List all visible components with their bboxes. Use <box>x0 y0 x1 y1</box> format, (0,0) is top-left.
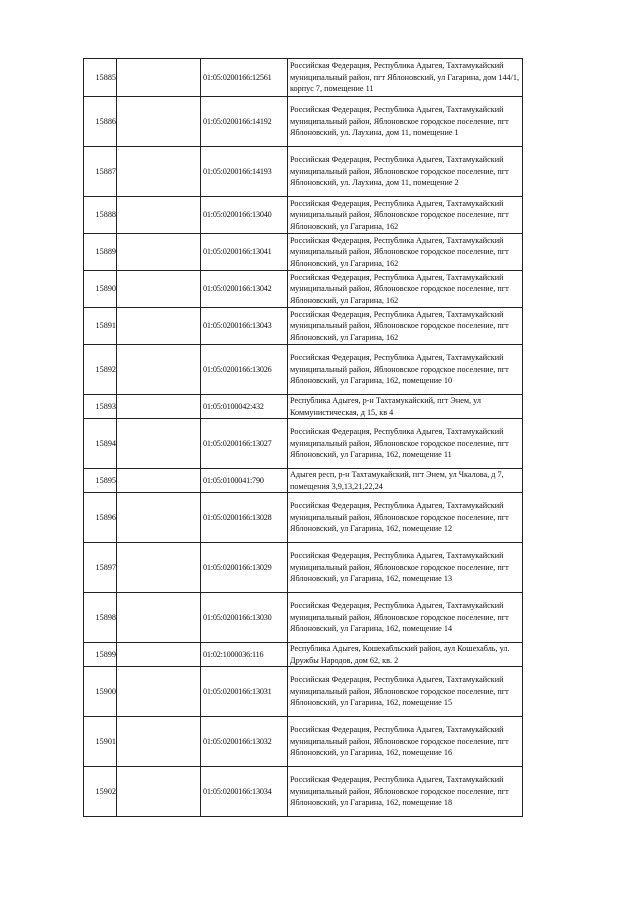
address-cell: Российская Федерация, Республика Адыгея, Тахтамукайский муниципальный район, Яблоновское городское поселение, пгт Яблоновский, ул Гагарина, 162, помещение 18 <box>288 767 523 817</box>
address-cell: Российская Федерация, Республика Адыгея, Тахтамукайский муниципальный район, пгт Яблоновский, ул Гагарина, дом 144/1, корпус 7, помещение 11 <box>288 59 523 97</box>
table-row <box>84 593 523 643</box>
table-row <box>84 717 523 767</box>
row-number: 15894 <box>84 419 117 469</box>
address-cell: Российская Федерация, Республика Адыгея, Тахтамукайский муниципальный район, Яблоновское городское поселение, пгт Яблоновский, ул Гагарина, 162, помещение 13 <box>288 543 523 593</box>
empty-cell <box>117 543 201 593</box>
address-cell: Республика Адыгея, р-н Тахтамукайский, пгт Энем, ул Коммунистическая, д 15, кв 4 <box>288 395 523 419</box>
table-row <box>84 543 523 593</box>
empty-cell <box>117 493 201 543</box>
empty-cell <box>117 395 201 419</box>
cadastral-number: 01:05:0100041:790 <box>201 469 288 493</box>
row-number: 15887 <box>84 147 117 197</box>
table-row <box>84 59 523 97</box>
address-cell: Адыгея респ, р-н Тахтамукайский, пгт Энем, ул Чкалова, д 7, помещения 3,9,13,21,22,24 <box>288 469 523 493</box>
cadastral-number: 01:05:0200166:13043 <box>201 308 288 345</box>
cadastral-number: 01:02:1000036:116 <box>201 643 288 667</box>
empty-cell <box>117 593 201 643</box>
address-cell: Российская Федерация, Республика Адыгея, Тахтамукайский муниципальный район, Яблоновское городское поселение, пгт Яблоновский, ул Гагарина, 162 <box>288 271 523 308</box>
cadastral-number: 01:05:0200166:13028 <box>201 493 288 543</box>
address-cell: Российская Федерация, Республика Адыгея, Тахтамукайский муниципальный район, Яблоновское городское поселение, пгт Яблоновский, ул Гагарина, 162 <box>288 197 523 234</box>
row-number: 15890 <box>84 271 117 308</box>
row-number: 15889 <box>84 234 117 271</box>
cadastral-number: 01:05:0200166:13030 <box>201 593 288 643</box>
cadastral-number: 01:05:0200166:13027 <box>201 419 288 469</box>
empty-cell <box>117 147 201 197</box>
address-cell: Российская Федерация, Республика Адыгея, Тахтамукайский муниципальный район, Яблоновское городское поселение, пгт Яблоновский, ул Гагарина, 162, помещение 16 <box>288 717 523 767</box>
empty-cell <box>117 97 201 147</box>
table-row <box>84 308 523 345</box>
address-cell: Российская Федерация, Республика Адыгея, Тахтамукайский муниципальный район, Яблоновское городское поселение, пгт Яблоновский, ул Гагарина, 162, помещение 12 <box>288 493 523 543</box>
empty-cell <box>117 767 201 817</box>
empty-cell <box>117 308 201 345</box>
row-number: 15902 <box>84 767 117 817</box>
row-number: 15899 <box>84 643 117 667</box>
cadastral-number: 01:05:0200166:13041 <box>201 234 288 271</box>
empty-cell <box>117 419 201 469</box>
cadastral-number: 01:05:0200166:13026 <box>201 345 288 395</box>
table-row <box>84 493 523 543</box>
row-number: 15901 <box>84 717 117 767</box>
cadastral-number: 01:05:0100042:432 <box>201 395 288 419</box>
table-row <box>84 345 523 395</box>
row-number: 15896 <box>84 493 117 543</box>
cadastral-number: 01:05:0200166:13034 <box>201 767 288 817</box>
row-number: 15900 <box>84 667 117 717</box>
cadastral-number: 01:05:0200166:14193 <box>201 147 288 197</box>
registry-table <box>83 58 523 817</box>
table-row <box>84 147 523 197</box>
table-row <box>84 395 523 419</box>
table-row <box>84 234 523 271</box>
table-row <box>84 419 523 469</box>
empty-cell <box>117 469 201 493</box>
address-cell: Республика Адыгея, Кошехабльский район, аул Кошехабль, ул. Дружбы Народов, дом 62, кв. 2 <box>288 643 523 667</box>
address-cell: Российская Федерация, Республика Адыгея, Тахтамукайский муниципальный район, Яблоновское городское поселение, пгт Яблоновский, ул Гагарина, 162, помещение 15 <box>288 667 523 717</box>
cadastral-number: 01:05:0200166:13040 <box>201 197 288 234</box>
table-row <box>84 643 523 667</box>
cadastral-number: 01:05:0200166:12561 <box>201 59 288 97</box>
table-row <box>84 97 523 147</box>
address-cell: Российская Федерация, Республика Адыгея, Тахтамукайский муниципальный район, Яблоновское городское поселение, пгт Яблоновский, ул Гагарина, 162 <box>288 234 523 271</box>
empty-cell <box>117 59 201 97</box>
table-row <box>84 667 523 717</box>
empty-cell <box>117 717 201 767</box>
cadastral-number: 01:05:0200166:13029 <box>201 543 288 593</box>
row-number: 15892 <box>84 345 117 395</box>
empty-cell <box>117 643 201 667</box>
row-number: 15897 <box>84 543 117 593</box>
row-number: 15895 <box>84 469 117 493</box>
table-row <box>84 469 523 493</box>
cadastral-number: 01:05:0200166:14192 <box>201 97 288 147</box>
address-cell: Российская Федерация, Республика Адыгея, Тахтамукайский муниципальный район, Яблоновское городское поселение, пгт Яблоновский, ул Гагарина, 162, помещение 11 <box>288 419 523 469</box>
empty-cell <box>117 345 201 395</box>
cadastral-number: 01:05:0200166:13042 <box>201 271 288 308</box>
cadastral-number: 01:05:0200166:13032 <box>201 717 288 767</box>
empty-cell <box>117 234 201 271</box>
address-cell: Российская Федерация, Республика Адыгея, Тахтамукайский муниципальный район, Яблоновское городское поселение, пгт Яблоновский, ул. Лаухина, дом 11, помещение 1 <box>288 97 523 147</box>
table-row <box>84 271 523 308</box>
empty-cell <box>117 271 201 308</box>
address-cell: Российская Федерация, Республика Адыгея, Тахтамукайский муниципальный район, Яблоновское городское поселение, пгт Яблоновский, ул. Лаухина, дом 11, помещение 2 <box>288 147 523 197</box>
table-row <box>84 767 523 817</box>
address-cell: Российская Федерация, Республика Адыгея, Тахтамукайский муниципальный район, Яблоновское городское поселение, пгт Яблоновский, ул Гагарина, 162, помещение 10 <box>288 345 523 395</box>
empty-cell <box>117 667 201 717</box>
row-number: 15898 <box>84 593 117 643</box>
cadastral-number: 01:05:0200166:13031 <box>201 667 288 717</box>
address-cell: Российская Федерация, Республика Адыгея, Тахтамукайский муниципальный район, Яблоновское городское поселение, пгт Яблоновский, ул Гагарина, 162 <box>288 308 523 345</box>
address-cell: Российская Федерация, Республика Адыгея, Тахтамукайский муниципальный район, Яблоновское городское поселение, пгт Яблоновский, ул Гагарина, 162, помещение 14 <box>288 593 523 643</box>
table-row <box>84 197 523 234</box>
registry-table-body <box>84 59 523 817</box>
row-number: 15885 <box>84 59 117 97</box>
row-number: 15891 <box>84 308 117 345</box>
row-number: 15888 <box>84 197 117 234</box>
empty-cell <box>117 197 201 234</box>
row-number: 15893 <box>84 395 117 419</box>
row-number: 15886 <box>84 97 117 147</box>
